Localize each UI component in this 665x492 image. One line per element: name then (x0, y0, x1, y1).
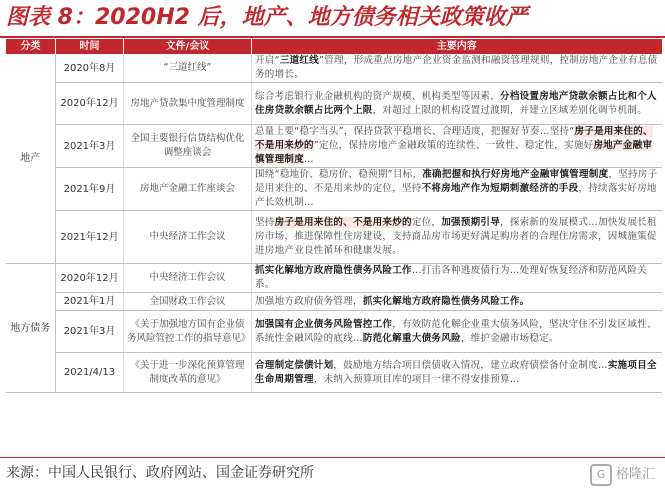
document-cell: 《关于加强地方国有企业债务风险管控工作的指导意见》 (124, 311, 252, 353)
highlight-text: 加强预期引导 (441, 217, 501, 228)
time-cell: 2021/4/13 (56, 353, 124, 393)
document-cell: “三道红线” (124, 54, 252, 83)
content-text: 定位， (411, 217, 442, 228)
highlight-text: 防范化解重大债务风险 (362, 332, 461, 344)
highlight-text: 加强国有企业债务风险管控工作 (255, 318, 393, 330)
time-cell: 2021年1月 (56, 293, 124, 311)
category-cell: 地方债务 (6, 264, 56, 393)
content-text: ，对超过上限的机构设置过渡期，并建立区域差别化调节机制。 (372, 104, 648, 116)
category-cell: 地产 (6, 54, 56, 264)
table-row (6, 211, 662, 264)
content-text: ”定位，保持房地产金融政策的连续性、一致性、稳定性，实施好 (313, 140, 594, 151)
header-time: 时间 (56, 39, 124, 54)
time-cell: 2021年3月 (56, 311, 124, 353)
content-text: … (304, 154, 314, 165)
table-header-row (6, 39, 662, 54)
time-cell: 2020年8月 (56, 54, 124, 83)
highlight-text: 实施项目全生命周期管理 (255, 359, 657, 385)
highlight-text: 不将房地产作为短期刺激经济的手段 (421, 183, 579, 194)
content-cell (252, 353, 662, 393)
footer-divider (0, 457, 665, 458)
source-note: 来源：中国人民银行、政府网站、国金证券研究所 (6, 465, 314, 481)
content-text: 综合考虑银行业金融机构的资产规模、机构类型等因素， (255, 90, 501, 102)
document-cell: 房地产金融工作座谈会 (124, 168, 252, 211)
highlight-text: 准确把握和执行好房地产金融审慎管理制度 (422, 169, 609, 180)
highlight-text: 三道红线 (279, 55, 320, 66)
watermark (590, 464, 655, 486)
highlight-text: 合理制定偿债计划 (255, 359, 334, 371)
header-content: 主要内容 (252, 39, 662, 54)
table-row (6, 125, 662, 168)
watermark-text: 格隆汇 (615, 467, 655, 482)
header-document: 文件/会议 (124, 39, 252, 54)
content-text: ，鼓励地方结合项目偿债收入情况，建立政府债偿备付金制度… (333, 359, 608, 371)
title-divider (0, 36, 665, 38)
document-cell: 全国主要银行信贷结构优化调整座谈会 (124, 125, 252, 168)
document-cell: 房地产贷款集中度管理制度 (124, 83, 252, 125)
content-text: ，持续落实好房地产长效机制… (255, 183, 657, 208)
table-row (6, 311, 662, 353)
policy-table (5, 39, 662, 393)
content-cell (252, 264, 662, 293)
content-cell (252, 83, 662, 125)
content-text: ，探索新的发展模式…加快发展长租房市场，推进保障性住房建设，支持商品房市场更好满足购房者的合理住房需求，因城施策促进房地产业良性循环和健康发展。 (255, 217, 657, 256)
content-text: 围绕“稳地价、稳房价、稳预期”目标， (255, 169, 423, 180)
watermark-logo-icon: G (590, 464, 612, 486)
highlight-text: 房子是用来住的、不是用来炒的 (274, 217, 412, 228)
document-cell: 全国财政工作会议 (124, 293, 252, 311)
table-row (6, 83, 662, 125)
document-cell: 《关于进一步深化预算管理制度改革的意见》 (124, 353, 252, 393)
time-cell: 2021年12月 (56, 211, 124, 264)
content-cell (252, 311, 662, 353)
content-text: ”管理，形成重点房地产企业资金监测和融资管理规则，控制房地产企业有息债务的增长。 (255, 55, 658, 80)
content-cell (252, 54, 662, 83)
content-text: …打击各种逃废债行为…处理好恢复经济和防范风险关系。 (255, 265, 648, 290)
document-cell: 中央经济工作会议 (124, 211, 252, 264)
table-row (6, 264, 662, 293)
table-row (6, 293, 662, 311)
header-category: 分类 (6, 39, 56, 54)
highlight-text: 抓实化解地方政府隐性债务风险工作。 (362, 295, 530, 307)
content-text: 加强地方政府债务管理， (255, 295, 363, 307)
table-row (6, 168, 662, 211)
highlight-text: 抓实化解地方政府隐性债务风险工作 (255, 265, 412, 276)
content-text: 开启“ (255, 55, 280, 66)
time-cell: 2021年3月 (56, 125, 124, 168)
highlight-text: 房子是用来住的、不是用来炒的 (255, 126, 653, 151)
content-text: ，未纳入预算项目库的项目一律不得安排预算… (313, 373, 520, 385)
content-cell (252, 168, 662, 211)
highlight-text: 分档设置房地产贷款余额占比和个人住房贷款余额占比两个上限 (255, 90, 657, 116)
document-cell: 中央经济工作会议 (124, 264, 252, 293)
table-row (6, 54, 662, 83)
content-text: ，坚持房子是用来住的、不是用来炒的定位，坚持 (255, 169, 658, 194)
content-text: 总量上要“稳字当头”，保持贷款平稳增长、合理适度，把握好节奏…坚持“ (255, 126, 575, 137)
time-cell: 2021年9月 (56, 168, 124, 211)
content-cell (252, 293, 662, 311)
page-title: 图表 8：2020H2 后，地产、地方债务相关政策收严 (6, 5, 528, 30)
time-cell: 2020年12月 (56, 264, 124, 293)
content-text: 坚持 (255, 217, 275, 228)
time-cell: 2020年12月 (56, 83, 124, 125)
table-row (6, 353, 662, 393)
content-text: ，维护金融市场稳定。 (460, 332, 559, 344)
content-text: ，有效防范化解企业重大债务风险，坚决守住不引发区域性、系统性金融风险的底线… (255, 318, 657, 344)
content-cell (252, 125, 662, 168)
highlight-text: 房地产金融审慎管理制度 (255, 140, 653, 165)
content-cell (252, 211, 662, 264)
